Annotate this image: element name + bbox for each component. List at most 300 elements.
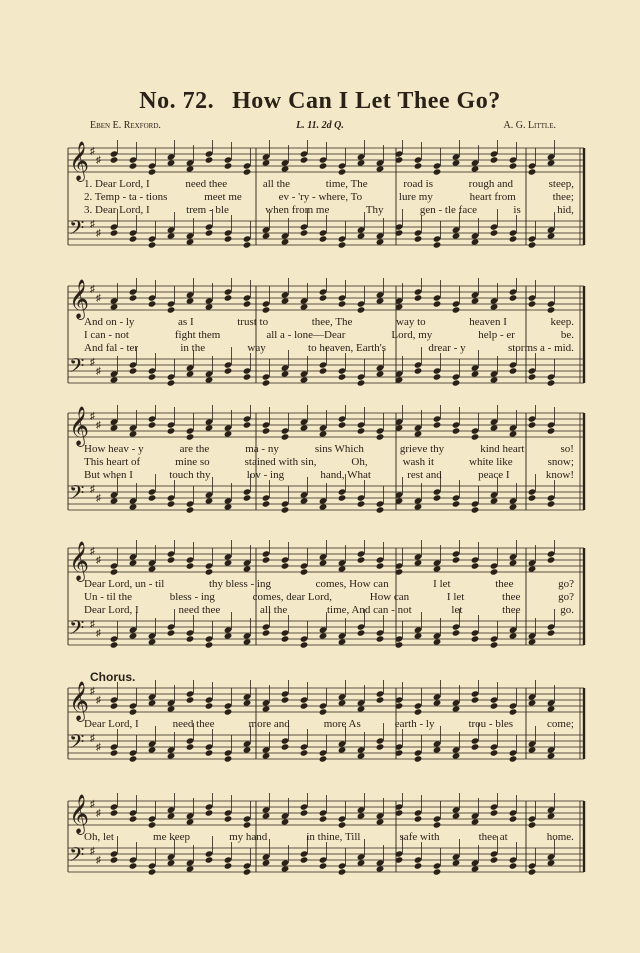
note-head [414, 367, 423, 374]
note-head [528, 488, 537, 495]
note-head [300, 229, 309, 236]
note-head [224, 559, 233, 566]
sharp-icon: ♯ [96, 695, 101, 706]
note-head [243, 821, 252, 828]
note-head [148, 693, 157, 700]
note-head [148, 488, 157, 495]
note-head [129, 229, 138, 236]
note-head [471, 859, 480, 866]
note-head [319, 815, 328, 822]
note-head [262, 705, 271, 712]
note-head [148, 868, 157, 875]
note-head [547, 421, 556, 428]
note-head [148, 415, 157, 422]
note-head [452, 421, 461, 428]
note-head [224, 156, 233, 163]
note-head [357, 427, 366, 434]
note-head [129, 361, 138, 368]
sharp-icon: ♯ [96, 555, 101, 566]
note-head [110, 850, 119, 857]
lyric-syllable: be. [560, 329, 574, 341]
note-head [167, 494, 176, 501]
note-head [376, 818, 385, 825]
sharp-icon: ♯ [96, 855, 101, 866]
lyric-syllable: in thine, Till [306, 831, 361, 843]
note-head [243, 693, 252, 700]
note-head [414, 162, 423, 169]
lyric-syllable: grieve thy [399, 443, 445, 455]
note-head [129, 294, 138, 301]
note-head [452, 853, 461, 860]
bass-clef-icon: 𝄢 [69, 843, 85, 871]
note-head [471, 159, 480, 166]
note-head [490, 850, 499, 857]
note-head [528, 162, 537, 169]
note-head [205, 803, 214, 810]
note-head [243, 373, 252, 380]
note-head [338, 815, 347, 822]
note-head [281, 635, 290, 642]
note-head [281, 690, 290, 697]
note-head [509, 856, 518, 863]
note-head [490, 702, 499, 709]
note-head [167, 699, 176, 706]
note-head [148, 235, 157, 242]
note-head [262, 623, 271, 630]
note-head [300, 743, 309, 750]
note-head [129, 367, 138, 374]
note-head [262, 153, 271, 160]
lyric-syllable: way [247, 342, 266, 354]
note-head [129, 235, 138, 242]
lyric-syllable: peace I [478, 469, 510, 481]
lyric-syllable: How can [369, 591, 410, 603]
note-head [547, 752, 556, 759]
note-head [224, 424, 233, 431]
note-head [414, 755, 423, 762]
note-head [490, 223, 499, 230]
note-head [319, 361, 328, 368]
note-head [509, 862, 518, 869]
lyric-syllable: I let [446, 591, 465, 603]
note-head [186, 737, 195, 744]
note-head [547, 699, 556, 706]
note-head [167, 306, 176, 313]
note-head [433, 746, 442, 753]
note-head [148, 699, 157, 706]
note-head [186, 427, 195, 434]
note-head [281, 743, 290, 750]
note-head [148, 740, 157, 747]
note-head [414, 626, 423, 633]
note-head [490, 156, 499, 163]
sharp-icon: ♯ [96, 493, 101, 504]
note-head [376, 291, 385, 298]
note-head [319, 156, 328, 163]
note-head [110, 150, 119, 157]
note-head [338, 235, 347, 242]
lyric-syllable: help - er [478, 329, 515, 341]
note-head [376, 635, 385, 642]
note-head [224, 809, 233, 816]
note-head [528, 862, 537, 869]
note-head [471, 500, 480, 507]
note-head [509, 626, 518, 633]
note-head [205, 562, 214, 569]
note-head [319, 708, 328, 715]
note-head [509, 749, 518, 756]
note-head [528, 241, 537, 248]
note-head [319, 862, 328, 869]
lyric-syllable: when from me [265, 204, 330, 216]
note-head [490, 743, 499, 750]
note-head [148, 300, 157, 307]
note-head [471, 427, 480, 434]
lyric-syllable: time, And can - not [327, 604, 412, 616]
note-head [186, 364, 195, 371]
note-head [376, 865, 385, 872]
note-head [452, 232, 461, 239]
note-head [357, 746, 366, 753]
note-head [471, 743, 480, 750]
note-head [224, 497, 233, 504]
note-head [224, 856, 233, 863]
note-head [357, 629, 366, 636]
lyric-syllable: fight them [174, 329, 221, 341]
note-head [490, 491, 499, 498]
lyric-syllable: thee, The [311, 316, 353, 328]
note-head [433, 162, 442, 169]
note-head [547, 556, 556, 563]
note-head [167, 812, 176, 819]
note-head [205, 856, 214, 863]
note-head [300, 370, 309, 377]
lyric-syllable: hid, [557, 204, 574, 216]
bass-clef-icon: 𝄢 [69, 354, 85, 382]
note-head [243, 565, 252, 572]
note-head [414, 424, 423, 431]
lyric-syllable: thee [495, 578, 514, 590]
note-head [414, 856, 423, 863]
note-head [547, 232, 556, 239]
note-head [129, 424, 138, 431]
note-head [414, 815, 423, 822]
lyric-syllable: me keep [153, 831, 190, 843]
note-head [490, 376, 499, 383]
sharp-icon: ♯ [96, 742, 101, 753]
note-head [243, 300, 252, 307]
note-head [281, 812, 290, 819]
note-head [224, 862, 233, 869]
note-head [509, 553, 518, 560]
note-head [376, 690, 385, 697]
note-head [224, 288, 233, 295]
note-head [110, 702, 119, 709]
lyric-syllable: to heaven, Earth's [308, 342, 387, 354]
note-head [452, 699, 461, 706]
note-head [452, 306, 461, 313]
lyric-syllable: I let [433, 578, 451, 590]
sharp-icon: ♯ [96, 293, 101, 304]
note-head [357, 699, 366, 706]
note-head [148, 494, 157, 501]
note-head [547, 629, 556, 636]
note-head [300, 641, 309, 648]
note-head [300, 303, 309, 310]
sharp-icon: ♯ [90, 219, 95, 230]
note-head [205, 743, 214, 750]
note-head [129, 162, 138, 169]
note-head [528, 693, 537, 700]
note-head [262, 629, 271, 636]
note-head [376, 737, 385, 744]
note-head [262, 752, 271, 759]
note-head [243, 367, 252, 374]
note-head [205, 696, 214, 703]
bass-clef-icon: 𝄢 [69, 216, 85, 244]
note-head [243, 638, 252, 645]
note-head [452, 226, 461, 233]
note-head [281, 238, 290, 245]
note-head [509, 294, 518, 301]
note-head [490, 803, 499, 810]
lyric-syllable: rest and [407, 469, 442, 481]
sharp-icon: ♯ [90, 357, 95, 368]
note-head [452, 752, 461, 759]
note-head [186, 743, 195, 750]
sharp-icon: ♯ [90, 284, 95, 295]
note-head [262, 226, 271, 233]
note-head [262, 806, 271, 813]
music-system [60, 278, 588, 395]
note-head [129, 755, 138, 762]
lyric-syllable: thy bless - ing [208, 578, 271, 590]
lyric-syllable: more and [248, 718, 290, 730]
note-head [129, 708, 138, 715]
note-head [433, 821, 442, 828]
note-head [547, 705, 556, 712]
lyric-line [84, 469, 574, 481]
lyric-line [84, 443, 574, 455]
note-head [471, 556, 480, 563]
note-head [129, 497, 138, 504]
note-head [167, 623, 176, 630]
sharp-icon: ♯ [90, 846, 95, 857]
note-head [243, 241, 252, 248]
note-head [319, 632, 328, 639]
lyric-syllable: I can - not [84, 329, 129, 341]
note-head [300, 568, 309, 575]
note-head [243, 294, 252, 301]
lyric-syllable: thee; [552, 191, 574, 203]
note-head [376, 297, 385, 304]
note-head [205, 749, 214, 756]
note-head [433, 294, 442, 301]
lyric-syllable: meet me [204, 191, 242, 203]
lyric-syllable: ev - 'ry - where, To [278, 191, 363, 203]
note-head [243, 868, 252, 875]
note-head [110, 635, 119, 642]
note-head [433, 241, 442, 248]
note-head [186, 818, 195, 825]
note-head [338, 693, 347, 700]
note-head [509, 430, 518, 437]
note-head [281, 364, 290, 371]
lyric-syllable: 3. Dear Lord, I [84, 204, 150, 216]
note-head [224, 702, 233, 709]
lyric-syllable: thee [502, 591, 521, 603]
note-head [338, 638, 347, 645]
note-head [490, 856, 499, 863]
note-head [414, 497, 423, 504]
note-head [528, 699, 537, 706]
note-head [547, 373, 556, 380]
note-head [528, 300, 537, 307]
note-head [186, 297, 195, 304]
note-head [509, 361, 518, 368]
note-head [110, 568, 119, 575]
note-head [338, 868, 347, 875]
note-head [433, 373, 442, 380]
treble-clef-icon: 𝄞 [69, 279, 90, 319]
note-head [262, 550, 271, 557]
note-head [167, 373, 176, 380]
lyric-syllable: Lord, my [391, 329, 433, 341]
note-head [110, 749, 119, 756]
note-head [357, 300, 366, 307]
note-head [205, 497, 214, 504]
lyric-syllable: need thee [178, 604, 221, 616]
note-head [528, 367, 537, 374]
note-head [433, 494, 442, 501]
note-head [376, 743, 385, 750]
note-head [357, 306, 366, 313]
note-head [167, 806, 176, 813]
lyric-syllable: time, The [325, 178, 368, 190]
note-head [167, 159, 176, 166]
note-head [528, 415, 537, 422]
note-head [357, 379, 366, 386]
note-head [471, 818, 480, 825]
note-head [509, 235, 518, 242]
note-head [300, 297, 309, 304]
note-head [300, 491, 309, 498]
note-head [129, 626, 138, 633]
note-head [319, 749, 328, 756]
author-credit: Eben E. Rexford. [90, 120, 161, 131]
note-head [129, 632, 138, 639]
note-head [205, 491, 214, 498]
note-head [357, 159, 366, 166]
lyric-line [84, 342, 574, 354]
note-head [148, 367, 157, 374]
lyric-syllable: heaven I [469, 316, 507, 328]
note-head [300, 562, 309, 569]
note-head [281, 629, 290, 636]
note-head [319, 626, 328, 633]
lyric-syllable: rough and [468, 178, 513, 190]
lyric-syllable: drear - y [428, 342, 466, 354]
note-head [338, 862, 347, 869]
note-head [110, 491, 119, 498]
note-head [281, 297, 290, 304]
note-head [433, 235, 442, 242]
note-head [357, 853, 366, 860]
note-head [509, 809, 518, 816]
note-head [224, 361, 233, 368]
note-head [433, 565, 442, 572]
note-head [414, 288, 423, 295]
note-head [167, 232, 176, 239]
note-head [167, 853, 176, 860]
lyric-syllable: is [513, 204, 521, 216]
lyric-syllable: safe with [399, 831, 440, 843]
note-head [452, 806, 461, 813]
note-head [148, 241, 157, 248]
note-head [186, 370, 195, 377]
lyric-syllable: wash it [402, 456, 435, 468]
note-head [414, 702, 423, 709]
lyric-syllable: This heart of [84, 456, 141, 468]
sharp-icon: ♯ [90, 484, 95, 495]
lyric-line [84, 604, 574, 616]
note-head [167, 550, 176, 557]
lyric-syllable: thee at [478, 831, 508, 843]
note-head [167, 500, 176, 507]
note-head [452, 746, 461, 753]
note-head [186, 859, 195, 866]
note-head [452, 500, 461, 507]
note-head [243, 168, 252, 175]
lyric-syllable: Un - til the [84, 591, 132, 603]
note-head [224, 553, 233, 560]
note-head [281, 556, 290, 563]
note-head [319, 229, 328, 236]
note-head [490, 424, 499, 431]
note-head [509, 156, 518, 163]
note-head [129, 156, 138, 163]
note-head [300, 223, 309, 230]
note-head [319, 755, 328, 762]
note-head [509, 162, 518, 169]
note-head [528, 746, 537, 753]
note-head [110, 223, 119, 230]
note-head [186, 556, 195, 563]
treble-clef-icon: 𝄞 [69, 794, 90, 834]
note-head [205, 297, 214, 304]
note-head [262, 159, 271, 166]
note-head [509, 559, 518, 566]
note-head [433, 367, 442, 374]
lyric-syllable: hand, What [320, 469, 371, 481]
note-head [433, 559, 442, 566]
lyric-syllable: comes, dear Lord, [252, 591, 333, 603]
note-head [281, 159, 290, 166]
note-head [376, 696, 385, 703]
lyric-syllable: all the [262, 178, 291, 190]
note-head [148, 162, 157, 169]
note-head [243, 488, 252, 495]
note-head [205, 156, 214, 163]
note-head [528, 559, 537, 566]
lyric-line [84, 191, 574, 203]
note-head [110, 803, 119, 810]
note-head [300, 803, 309, 810]
note-head [471, 562, 480, 569]
note-head [148, 746, 157, 753]
note-head [338, 367, 347, 374]
note-head [110, 418, 119, 425]
